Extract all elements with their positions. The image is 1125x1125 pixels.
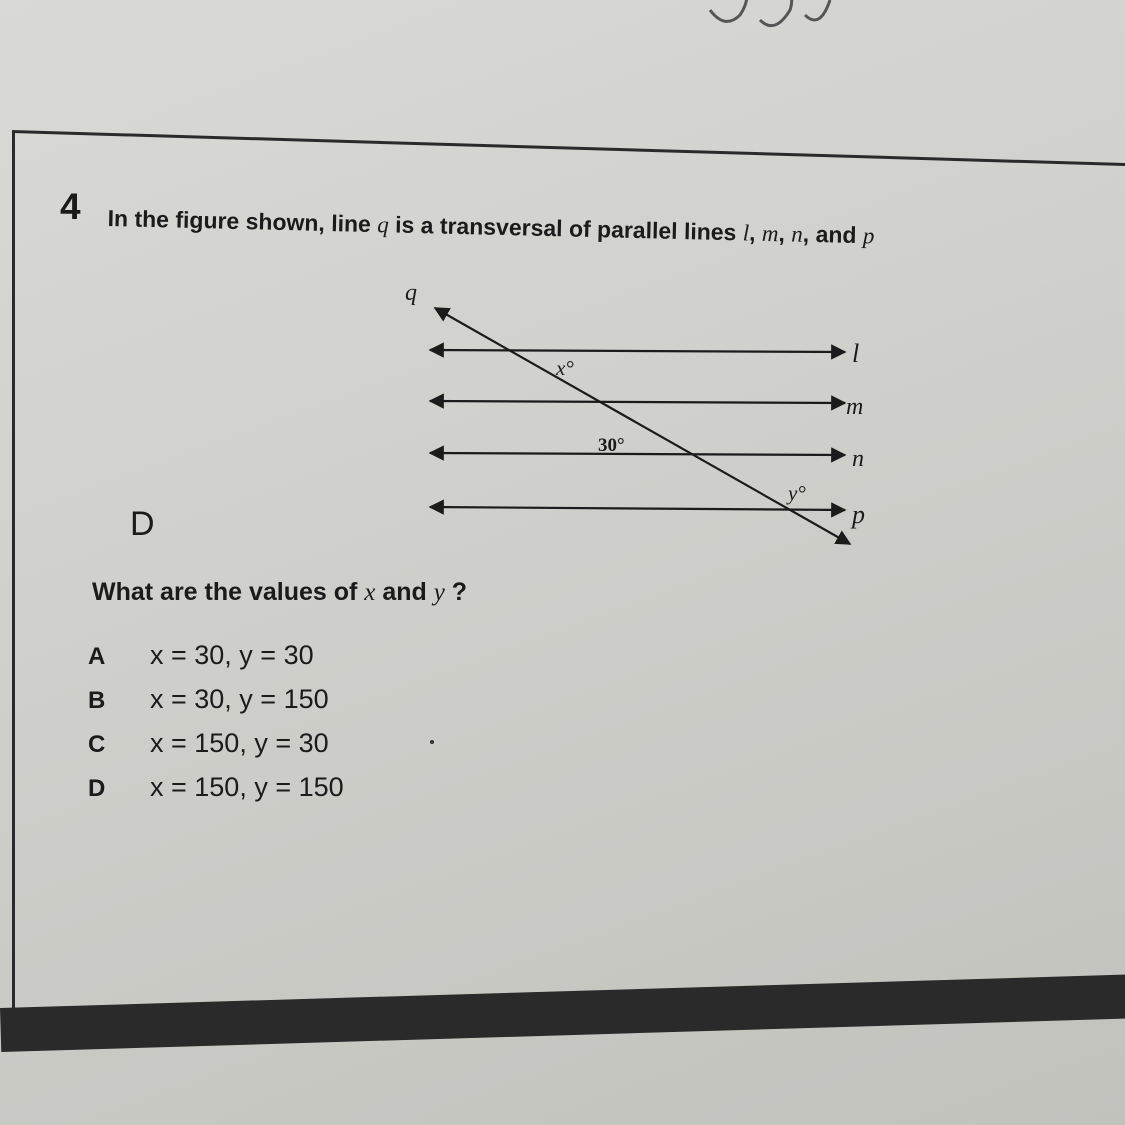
line-p	[430, 507, 845, 510]
question-number: 4	[60, 186, 81, 227]
line-m	[430, 401, 845, 403]
label-p: p	[852, 500, 865, 529]
question-box-top-border	[12, 130, 1125, 167]
var-q: q	[376, 212, 390, 238]
var-l: l	[742, 220, 750, 246]
angle-y-label: y°	[788, 481, 806, 505]
var-n: n	[791, 221, 804, 247]
handwriting-scribble	[700, 0, 840, 40]
question-text: In the figure shown, line q is a transversal of parallel lines l, m, n, and p	[107, 205, 875, 249]
angle-30-label: 30°	[598, 435, 625, 456]
line-n	[430, 453, 845, 455]
choice-c[interactable]: C x = 150, y = 30	[88, 728, 329, 758]
label-n: n	[852, 446, 864, 472]
label-l: l	[852, 339, 860, 368]
label-m: m	[846, 394, 864, 420]
var-p: p	[862, 223, 875, 249]
page-bottom-rule	[0, 974, 1125, 1052]
handwritten-answer: D	[130, 505, 155, 543]
choice-b[interactable]: B x = 30, y = 150	[88, 684, 329, 714]
line-l	[430, 350, 845, 352]
angle-x-label: x°	[556, 356, 574, 380]
label-q: q	[405, 280, 417, 306]
prompt-text: What are the values of x and y ?	[92, 578, 468, 606]
choice-a[interactable]: A x = 30, y = 30	[88, 640, 314, 670]
var-m: m	[761, 220, 779, 247]
choice-d[interactable]: D x = 150, y = 150	[88, 772, 344, 802]
stray-dot	[430, 740, 434, 744]
transversal-figure	[400, 270, 920, 570]
question-box-left-border	[12, 132, 15, 1012]
